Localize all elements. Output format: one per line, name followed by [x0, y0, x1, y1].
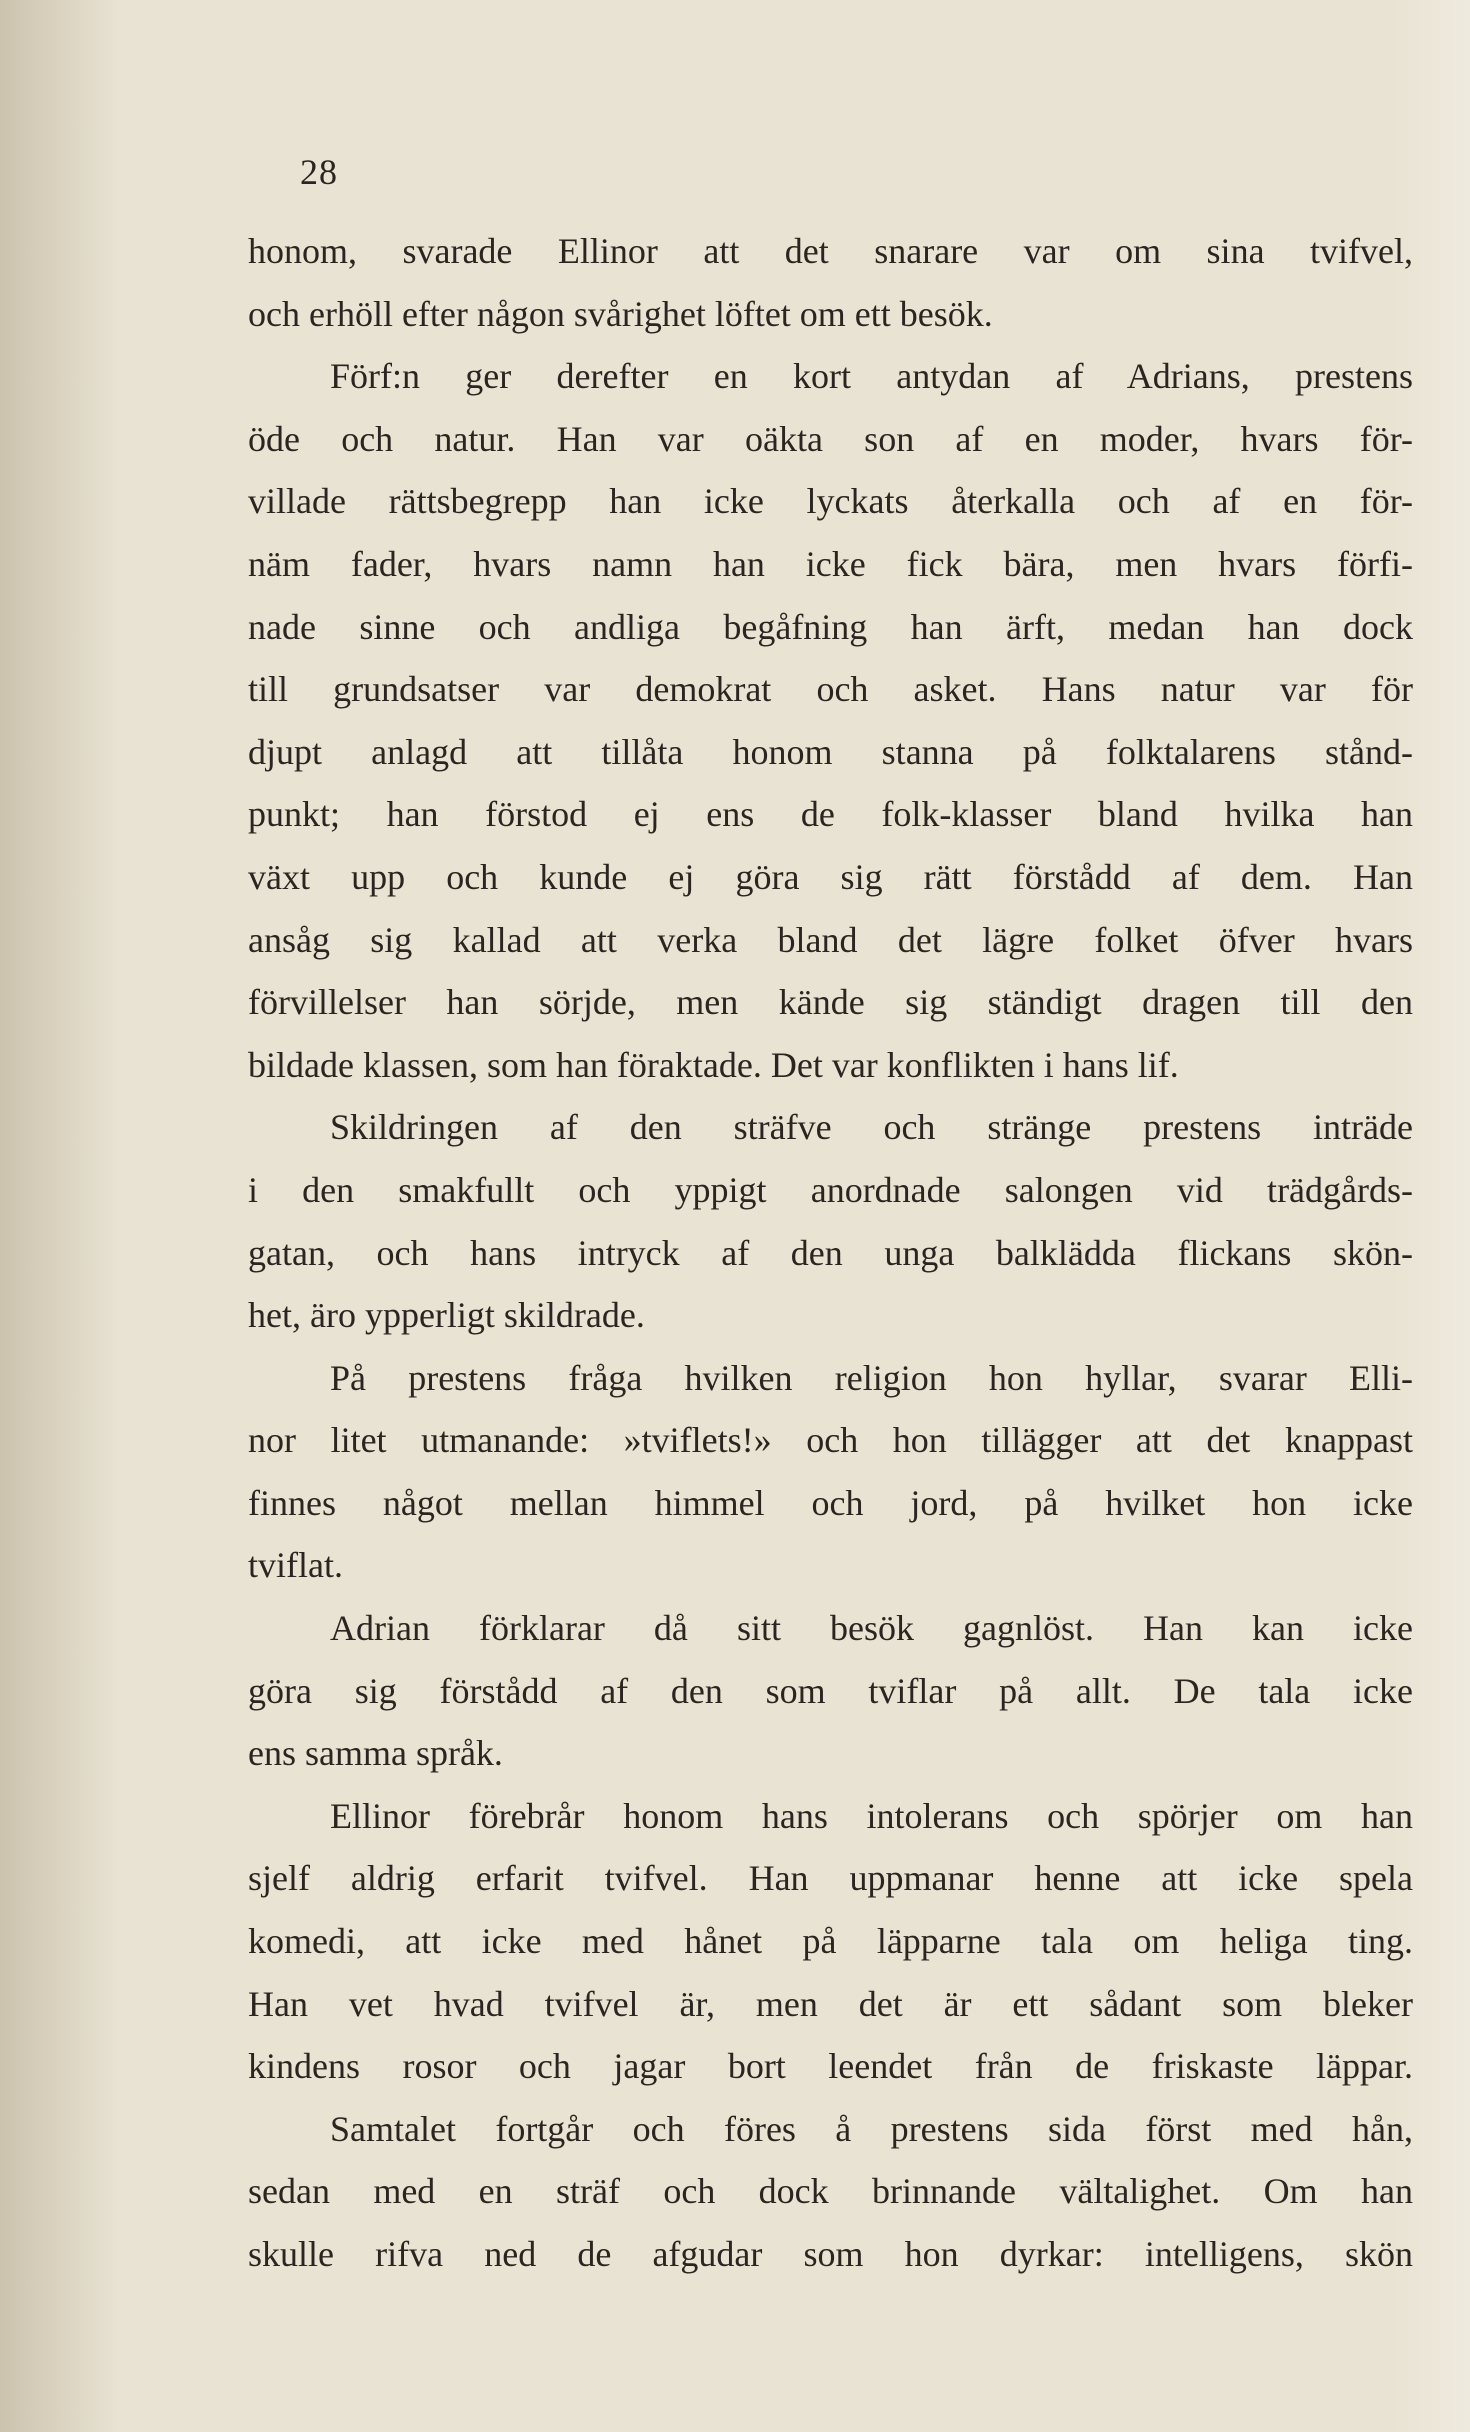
text-line: Adrian förklarar då sitt besök gagnlöst. Han kan icke [330, 1608, 1413, 1649]
text-line: bildade klassen, som han föraktade. Det var konflikten i hans lif. [248, 1044, 1179, 1085]
text-line: och erhöll efter någon svårighet löftet om ett besök. [248, 293, 993, 334]
text-line: sedan med en sträf och dock brinnande vältalighet. Om han [248, 2171, 1413, 2212]
text-line: sjelf aldrig erfarit tvifvel. Han uppmanar henne att icke spela [248, 1858, 1413, 1899]
text-line: kindens rosor och jagar bort leendet från de friskaste läppar. [248, 2046, 1413, 2087]
text-line: göra sig förstådd af den som tviflar på allt. De tala icke [248, 1670, 1413, 1711]
text-line: Han vet hvad tvifvel är, men det är ett sådant som bleker [248, 1983, 1413, 2024]
text-line: tviflat. [248, 1545, 343, 1586]
text-line: komedi, att icke med hånet på läpparne tala om heliga ting. [248, 1921, 1413, 1962]
page-number: 28 [300, 152, 338, 192]
text-line: nor litet utmanande: »tviflets!» och hon tillägger att det knappast [248, 1420, 1413, 1461]
text-line: honom, svarade Ellinor att det snarare var om sina tvifvel, [248, 231, 1413, 271]
text-line: punkt; han förstod ej ens de folk-klasser bland hvilka han [248, 794, 1413, 835]
text-line: Skildringen af den sträfve och stränge prestens inträde [330, 1107, 1413, 1148]
text-line: till grundsatser var demokrat och asket. Hans natur var för [248, 669, 1413, 710]
text-line: växt upp och kunde ej göra sig rätt förstådd af dem. Han [248, 856, 1413, 897]
text-line: ansåg sig kallad att verka bland det lägre folket öfver hvars [248, 919, 1413, 960]
text-line: het, äro ypperligt skildrade. [248, 1295, 645, 1336]
text-line: finnes något mellan himmel och jord, på hvilket hon icke [248, 1482, 1413, 1523]
text-line: Samtalet fortgår och föres å prestens sida först med hån, [330, 2108, 1413, 2149]
text-line: i den smakfullt och yppigt anordnade salongen vid trädgårds- [248, 1169, 1413, 1210]
text-line: nade sinne och andliga begåfning han ärft, medan han dock [248, 606, 1413, 647]
text-line: förvillelser han sörjde, men kände sig ständigt dragen till den [248, 982, 1413, 1023]
text-line: skulle rifva ned de afgudar som hon dyrkar: intelligens, skön [248, 2234, 1413, 2274]
text-line: näm fader, hvars namn han icke fick bära, men hvars förfi- [248, 543, 1413, 584]
text-line: öde och natur. Han var oäkta son af en moder, hvars för- [248, 418, 1413, 459]
text-line: Ellinor förebrår honom hans intolerans och spörjer om han [330, 1795, 1413, 1836]
text-line: På prestens fråga hvilken religion hon hyllar, svarar Elli- [330, 1357, 1413, 1398]
text-line: djupt anlagd att tillåta honom stanna på folktalarens stånd- [248, 731, 1413, 772]
body-text [248, 220, 1413, 2286]
text-line: villade rättsbegrepp han icke lyckats återkalla och af en för- [248, 481, 1413, 522]
text-line: ens samma språk. [248, 1733, 503, 1774]
text-line: Förf:n ger derefter en kort antydan af Adrians, prestens [330, 356, 1413, 397]
text-line: gatan, och hans intryck af den unga balklädda flickans skön- [248, 1232, 1413, 1273]
